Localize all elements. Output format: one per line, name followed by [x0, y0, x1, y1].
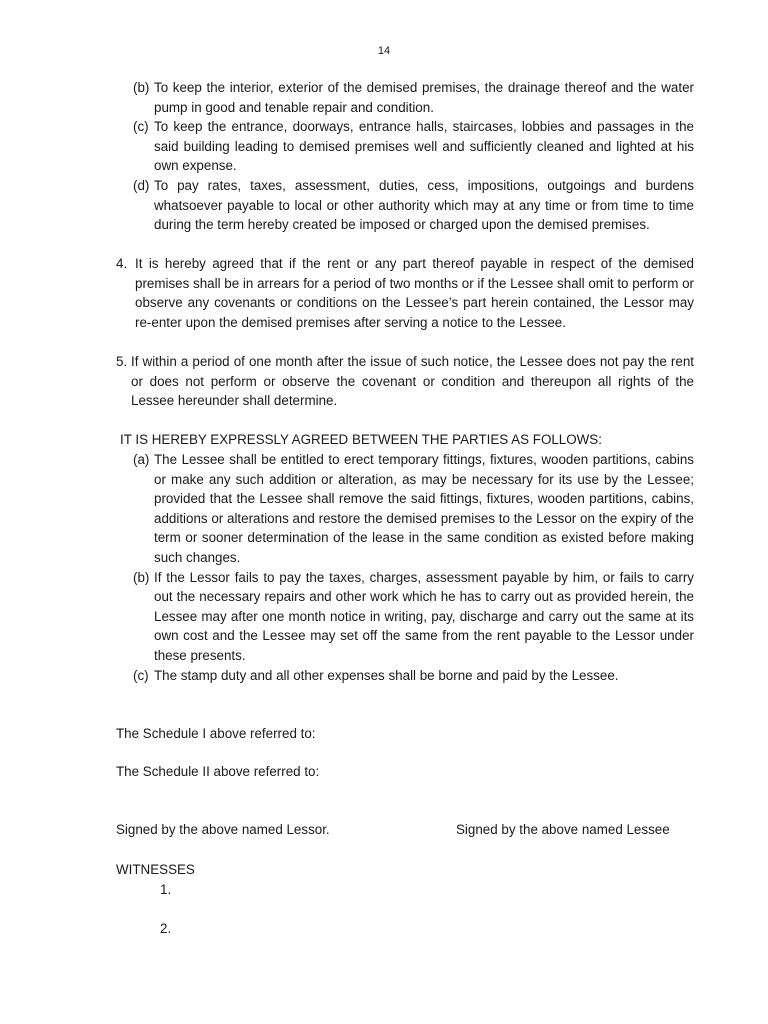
list-marker: (c) [133, 119, 149, 135]
list-item-text: To pay rates, taxes, assessment, duties, cess, impositions, outgoings and burdens whatsoever payable to local or other authority which may at any time or from time to time during the term hereby created be imposed or charged upon the demised premises. [154, 177, 694, 233]
clause-5 [116, 352, 694, 411]
list-marker: (b) [133, 569, 150, 585]
witness-list [116, 880, 694, 939]
page-number: 14 [377, 45, 391, 57]
lessor-signature-line: Signed by the above named Lessor. [116, 822, 330, 838]
list-item-text: To keep the interior, exterior of the demised premises, the drainage thereof and the water pump in good and tenable repair and condition. [154, 80, 694, 115]
clause-4 [116, 254, 694, 332]
agreement-item-b [133, 568, 694, 666]
clause-text: If within a period of one month after the issue of such notice, the Lessee does not pay the rent or does not perform or observe the covenant or condition and thereupon all rights of the Lessee hereunder shall determine. [131, 354, 694, 409]
covenant-list [116, 78, 694, 235]
witnesses-heading: WITNESSES [116, 861, 195, 877]
agreement-item-c [133, 666, 694, 686]
agreement-heading: IT IS HEREBY EXPRESSLY AGREED BETWEEN THE PARTIES AS FOLLOWS: [120, 432, 602, 448]
list-item-text: The Lessee shall be entitled to erect temporary fittings, fixtures, wooden partitions, cabins or make any such addition or alteration, as may be necessary for its use by the Lessee; provided that the Lessee shall remove the said fittings, fixtures, wooden partitions, cabins, additions or alterations and restore the demised premises to the Lessor on the expiry of the term or sooner determination of the lease in the same condition as existed before making such changes. [154, 452, 694, 565]
list-item-text: If the Lessor fails to pay the taxes, charges, assessment payable by him, or fails to carry out the necessary repairs and other work which he has to carry out as provided herein, the Lessee may after one month notice in writing, pay, discharge and carry out the same at its own cost and the Lessee may set off the same from the rent payable to the Lessor under these presents. [154, 569, 694, 663]
signature-row [116, 820, 694, 840]
list-marker: (c) [133, 667, 149, 683]
list-marker: (d) [133, 177, 150, 193]
covenant-item-b [133, 78, 694, 117]
document-body [116, 78, 694, 938]
clause-text: It is hereby agreed that if the rent or any part thereof payable in respect of the demised premises shall be in arrears for a period of two months or if the Lessee shall omit to perform or observe any covenants or conditions on the Lessee’s part herein contained, the Lessor may re-enter upon the demised premises after serving a notice to the Lessee. [135, 256, 694, 331]
list-marker: (a) [133, 452, 150, 467]
lessee-signature-line: Signed by the above named Lessee [456, 822, 670, 838]
covenant-item-d [133, 176, 694, 235]
list-item-text: The stamp duty and all other expenses shall be borne and paid by the Lessee. [154, 667, 619, 683]
witness-number-1: 1. [160, 881, 172, 897]
covenant-item-c [133, 117, 694, 176]
clause-number: 5. [116, 354, 128, 370]
list-item-text: To keep the entrance, doorways, entrance halls, staircases, lobbies and passages in the said building leading to demised premises well and sufficiently cleaned and lighted at his own expense. [154, 119, 694, 174]
clause-number: 4. [116, 256, 128, 272]
agreement-item-a [133, 450, 694, 568]
agreement-list [116, 450, 694, 685]
witness-number-2: 2. [160, 920, 172, 936]
schedule-1-line: The Schedule I above referred to: [116, 726, 316, 742]
schedule-2-line: The Schedule II above referred to: [116, 763, 320, 779]
list-marker: (b) [133, 80, 150, 95]
